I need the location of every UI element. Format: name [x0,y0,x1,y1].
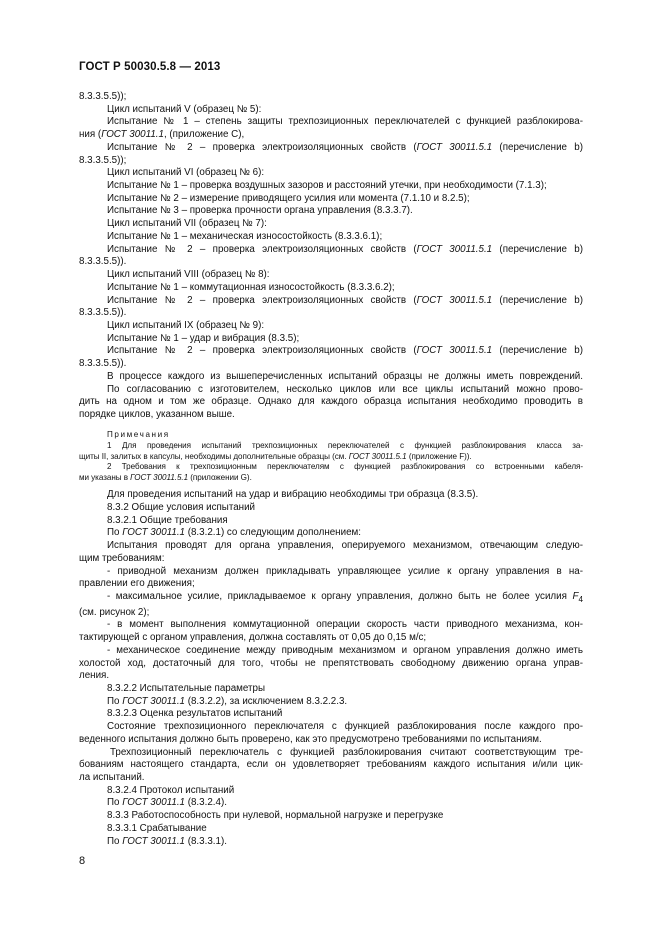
text-line: (см. рисунок 2); [79,606,150,618]
text-line: веденного испытания должно быть проверено, как это предусмотрено требованиями по испытаниям. [79,733,542,745]
text-line: Испытание № 1 – механическая износостойкость (8.3.3.6.1); [107,230,383,242]
standard-reference: ГОСТ 30011.5.1 [416,141,493,153]
text-line: щим требованиям: [79,552,165,564]
text-line: ла испытаний. [79,771,145,783]
text-line: тактирующей с органом управления, должна составлять от 0,05 до 0,15 м/с; [79,632,427,644]
notes-block [79,430,583,485]
text-line: Испытание № 1 – степень защиты трехпозиционных переключателей с функцией разблокирова- [107,116,583,128]
standard-reference: ГОСТ 30011.1 [122,797,185,809]
text-line: Испытание № 1 – удар и вибрация (8.3.5); [107,332,300,344]
force-symbol: F [572,590,579,602]
section-heading: 8.3.2.1 Общие требования [107,514,228,526]
text-line: - механическое соединение между приводным механизмом и органом управления должно иметь [107,644,583,656]
text-line: Испытание № 2 – проверка электроизоляционных свойств (ГОСТ 30011.5.1 (перечисление b) [107,294,584,306]
page-number: 8 [79,855,86,867]
text-line: Испытание № 2 – измерение приводящего усилия или момента (7.1.10 и 8.2.5); [107,192,470,204]
text-line: По согласованию с изготовителем, несколько циклов или все циклы испытаний можно прово- [107,383,583,395]
text-line: Цикл испытаний VIII (образец № 8): [107,269,270,281]
text-line: Состояние трехпозиционного переключателя с функцией разблокирования после каждого про- [107,721,583,733]
text-line: Испытание № 2 – проверка электроизоляционных свойств (ГОСТ 30011.5.1 (перечисление b) [107,345,584,357]
text-line: - приводной механизм должен прикладывать управляющее усилие к органу управления в на- [107,565,583,577]
text-line: Испытание № 1 – проверка воздушных зазоров и расстояний утечки, при необходимости (7.1.3); [107,180,547,192]
section-heading: 8.3.2.4 Протокол испытаний [107,784,235,796]
text-line: По ГОСТ 30011.1 (8.3.2.2), за исключением 8.3.2.2.3. [107,695,348,707]
text-line: Цикл испытаний VI (образец № 6): [107,167,265,179]
section-heading: 8.3.2.3 Оценка результатов испытаний [107,708,283,720]
text-line: холостой ход, достаточный для того, чтобы не препятствовать свободному движению органа управ- [79,657,583,669]
text-line: Испытания проводят для органа управления, оперируемого механизмом, отвечающим следую- [107,540,583,552]
section-heading: 8.3.3.1 Срабатывание [107,822,207,834]
section-heading: 8.3.3 Работоспособность при нулевой, нормальной нагрузке и перегрузке [107,810,444,822]
standard-reference: ГОСТ 30011.1 [122,835,185,847]
text-line: бованиям настоящего стандарта, если он удовлетворяет требованиям каждого испытания и/или цик- [79,759,583,771]
standard-reference: ГОСТ 30011.5.1 [416,294,493,306]
text-line: Испытание № 3 – проверка прочности органа управления (8.3.3.7). [107,205,413,217]
text-line: По ГОСТ 30011.1 (8.3.2.4). [107,797,227,809]
text-line: Испытание № 2 – проверка электроизоляционных свойств (ГОСТ 30011.5.1 (перечисление b) [107,141,584,153]
text-line: Испытание № 1 – коммутационная износостойкость (8.3.3.6.2); [107,281,395,293]
note-line: ми указаны в ГОСТ 30011.5.1 (приложении G). [79,473,252,483]
document-header: ГОСТ Р 50030.5.8 — 2013 [79,61,221,73]
text-line: В процессе каждого из вышеперечисленных испытаний образцы не должны иметь повреждений. [107,370,583,382]
text-line: правлении его движения; [79,578,195,590]
standard-reference: ГОСТ 30011.5.1 [416,243,493,255]
section-heading: 8.3.2.2 Испытательные параметры [107,682,266,694]
text-line: - максимальное усилие, прикладываемое к органу управления, должно быть не более усилия $F_4$ [107,590,583,604]
text-line: Цикл испытаний V (образец № 5): [107,103,262,115]
force-subscript: 4 [578,594,583,604]
section-8-3-2 [79,489,583,848]
standard-reference: ГОСТ 30011.1 [122,527,185,539]
standard-reference: ГОСТ 30011.5.1 [348,451,407,461]
text-line: 8.3.3.5.5)); [79,154,127,166]
document-body [79,91,583,848]
text-line: Для проведения испытаний на удар и вибрацию необходимы три образца (8.3.5). [107,489,479,501]
standard-reference: ГОСТ 30011.5.1 [416,345,493,357]
text-line: 8.3.3.5.5)). [79,256,127,268]
section-heading: 8.3.2 Общие условия испытаний [107,501,256,513]
text-line: Цикл испытаний VII (образец № 7): [107,218,267,230]
text-line: Испытание № 2 – проверка электроизоляционных свойств (ГОСТ 30011.5.1 (перечисление b) [107,243,584,255]
text-line: 8.3.3.5.5)). [79,358,127,370]
text-line: По ГОСТ 30011.1 (8.3.2.1) со следующим дополнением: [107,527,361,539]
note-line: 2 Требования к трехпозиционным переключателям с функцией разблокирования со встроенными кабеля- [107,462,583,472]
text-line: - в момент выполнения коммутационной операции скорость части приводного механизма, кон- [107,619,583,631]
text-line: ления. [79,670,110,682]
standard-reference: ГОСТ 30011.5.1 [130,473,189,483]
note-line: 1 Для проведения испытаний трехпозиционных переключателей с функцией разблокирования класса за- [107,440,583,450]
note-line: щиты II, залитых в капсулы, необходимы дополнительные образцы (см. ГОСТ 30011.5.1 (приложение F)). [79,451,472,461]
text-line: 8.3.3.5.5)). [79,307,127,319]
text-line: дить на одном и том же образце. Однако для каждого образца испытания необходимо проводить в [79,396,583,408]
text-line: Цикл испытаний IX (образец № 9): [107,319,265,331]
standard-reference: ГОСТ 30011.1 [122,695,185,707]
text-line: ния (ГОСТ 30011.1, (приложение C), [79,129,245,141]
text-line: По ГОСТ 30011.1 (8.3.3.1). [107,835,227,847]
text-line: порядке циклов, указанном выше. [79,408,235,420]
text-line: Трехпозиционный переключатель с функцией разблокирования считают соответствующим тре- [110,746,583,758]
standard-reference: ГОСТ 30011.1 [101,129,164,141]
notes-heading: Примечания [107,429,170,439]
text-line: 8.3.3.5.5)); [79,91,127,102]
